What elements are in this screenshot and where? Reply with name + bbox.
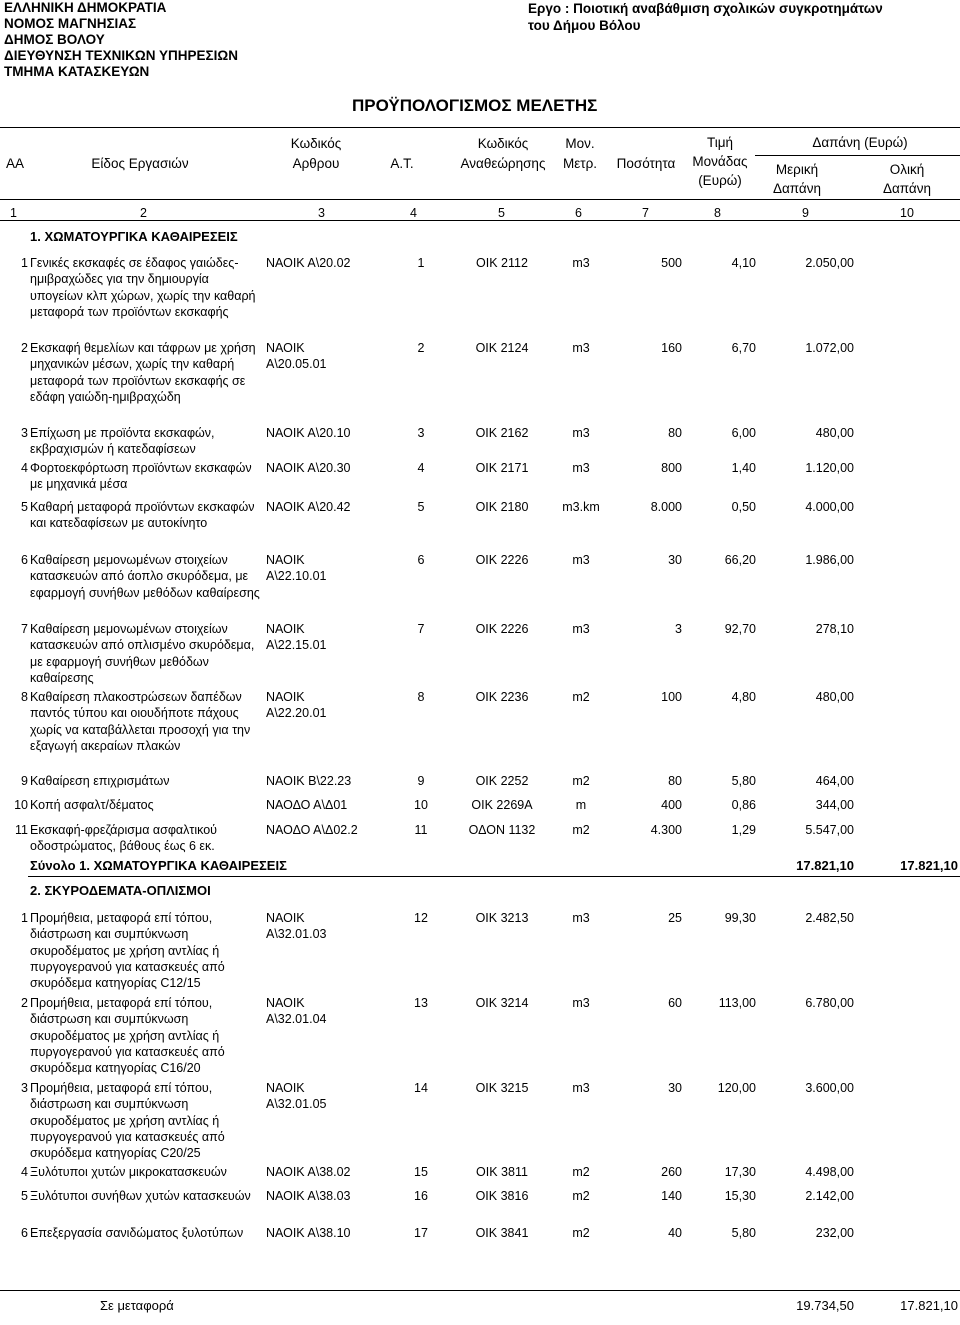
col-timi: Τιμή Μονάδας (Ευρώ) — [692, 135, 748, 188]
carry-forward-label: Σε μεταφορά — [100, 1298, 174, 1313]
col-number: 3 — [318, 206, 325, 220]
subtotal-rule — [28, 876, 960, 877]
col-number: 10 — [900, 206, 914, 220]
carry-forward-partial: 19.734,50 — [796, 1298, 854, 1313]
subtotal-partial: 17.821,10 — [796, 858, 854, 873]
section-title: 2. ΣΚΥΡΟΔΕΜΑΤΑ-ΟΠΛΙΣΜΟΙ — [30, 883, 211, 898]
col-posotita: Ποσότητα — [616, 156, 676, 171]
org-line: ΔΗΜΟΣ ΒΟΛΟΥ — [4, 32, 105, 47]
col-number: 9 — [802, 206, 809, 220]
header-bottom-rule — [0, 199, 960, 200]
col-meriki: Μερική Δαπάνη — [772, 162, 821, 196]
col-monada: Μον. Μετρ. — [562, 136, 598, 171]
col-number: 7 — [642, 206, 649, 220]
col-number: 8 — [714, 206, 721, 220]
section-title: 1. ΧΩΜΑΤΟΥΡΓΙΚΑ ΚΑΘΑΙΡΕΣΕΙΣ — [30, 229, 238, 244]
col-aa: ΑΑ — [5, 156, 24, 171]
col-dapani: Δαπάνη (Ευρώ) — [812, 135, 908, 150]
col-number: 5 — [498, 206, 505, 220]
dapani-rule — [755, 155, 960, 156]
subtotal-label: Σύνολο 1. ΧΩΜΑΤΟΥΡΓΙΚΑ ΚΑΘΑΙΡΕΣΕΙΣ — [30, 858, 287, 873]
org-line: ΔΙΕΥΘΥΝΣΗ ΤΕΧΝΙΚΩΝ ΥΠΗΡΕΣΙΩΝ — [4, 48, 238, 63]
org-line: ΤΜΗΜΑ ΚΑΤΑΣΚΕΥΩΝ — [4, 64, 150, 79]
organisation-header — [4, 0, 238, 80]
col-at: Α.Τ. — [390, 156, 414, 171]
project-line-1: Εργο : Ποιοτική αναβάθμιση σχολικών συγκροτημάτων — [528, 1, 883, 16]
col-number: 4 — [410, 206, 417, 220]
subtotal-total: 17.821,10 — [900, 858, 958, 873]
col-number: 6 — [575, 206, 582, 220]
col-eidos: Είδος Εργασιών — [91, 156, 189, 171]
col-number: 1 — [10, 206, 17, 220]
carry-forward-total: 17.821,10 — [900, 1298, 958, 1313]
page-title: ΠΡΟΫΠΟΛΟΓΙΣΜΟΣ ΜΕΛΕΤΗΣ — [352, 96, 598, 115]
col-kodikos-arthrou: Κωδικός Αρθρου — [290, 136, 342, 171]
col-oliki: Ολική Δαπάνη — [882, 162, 931, 196]
org-line: ΕΛΛΗΝΙΚΗ ΔΗΜΟΚΡΑΤΙΑ — [4, 0, 167, 15]
project-line-2: του Δήμου Βόλου — [528, 18, 641, 33]
header-top-rule — [0, 127, 960, 128]
org-line: ΝΟΜΟΣ ΜΑΓΝΗΣΙΑΣ — [4, 16, 137, 31]
col-number: 2 — [140, 206, 147, 220]
project-title — [528, 0, 883, 34]
footer-rule — [0, 1290, 960, 1291]
col-kodikos-anatheorisis: Κωδικός Αναθεώρησης — [460, 136, 546, 171]
